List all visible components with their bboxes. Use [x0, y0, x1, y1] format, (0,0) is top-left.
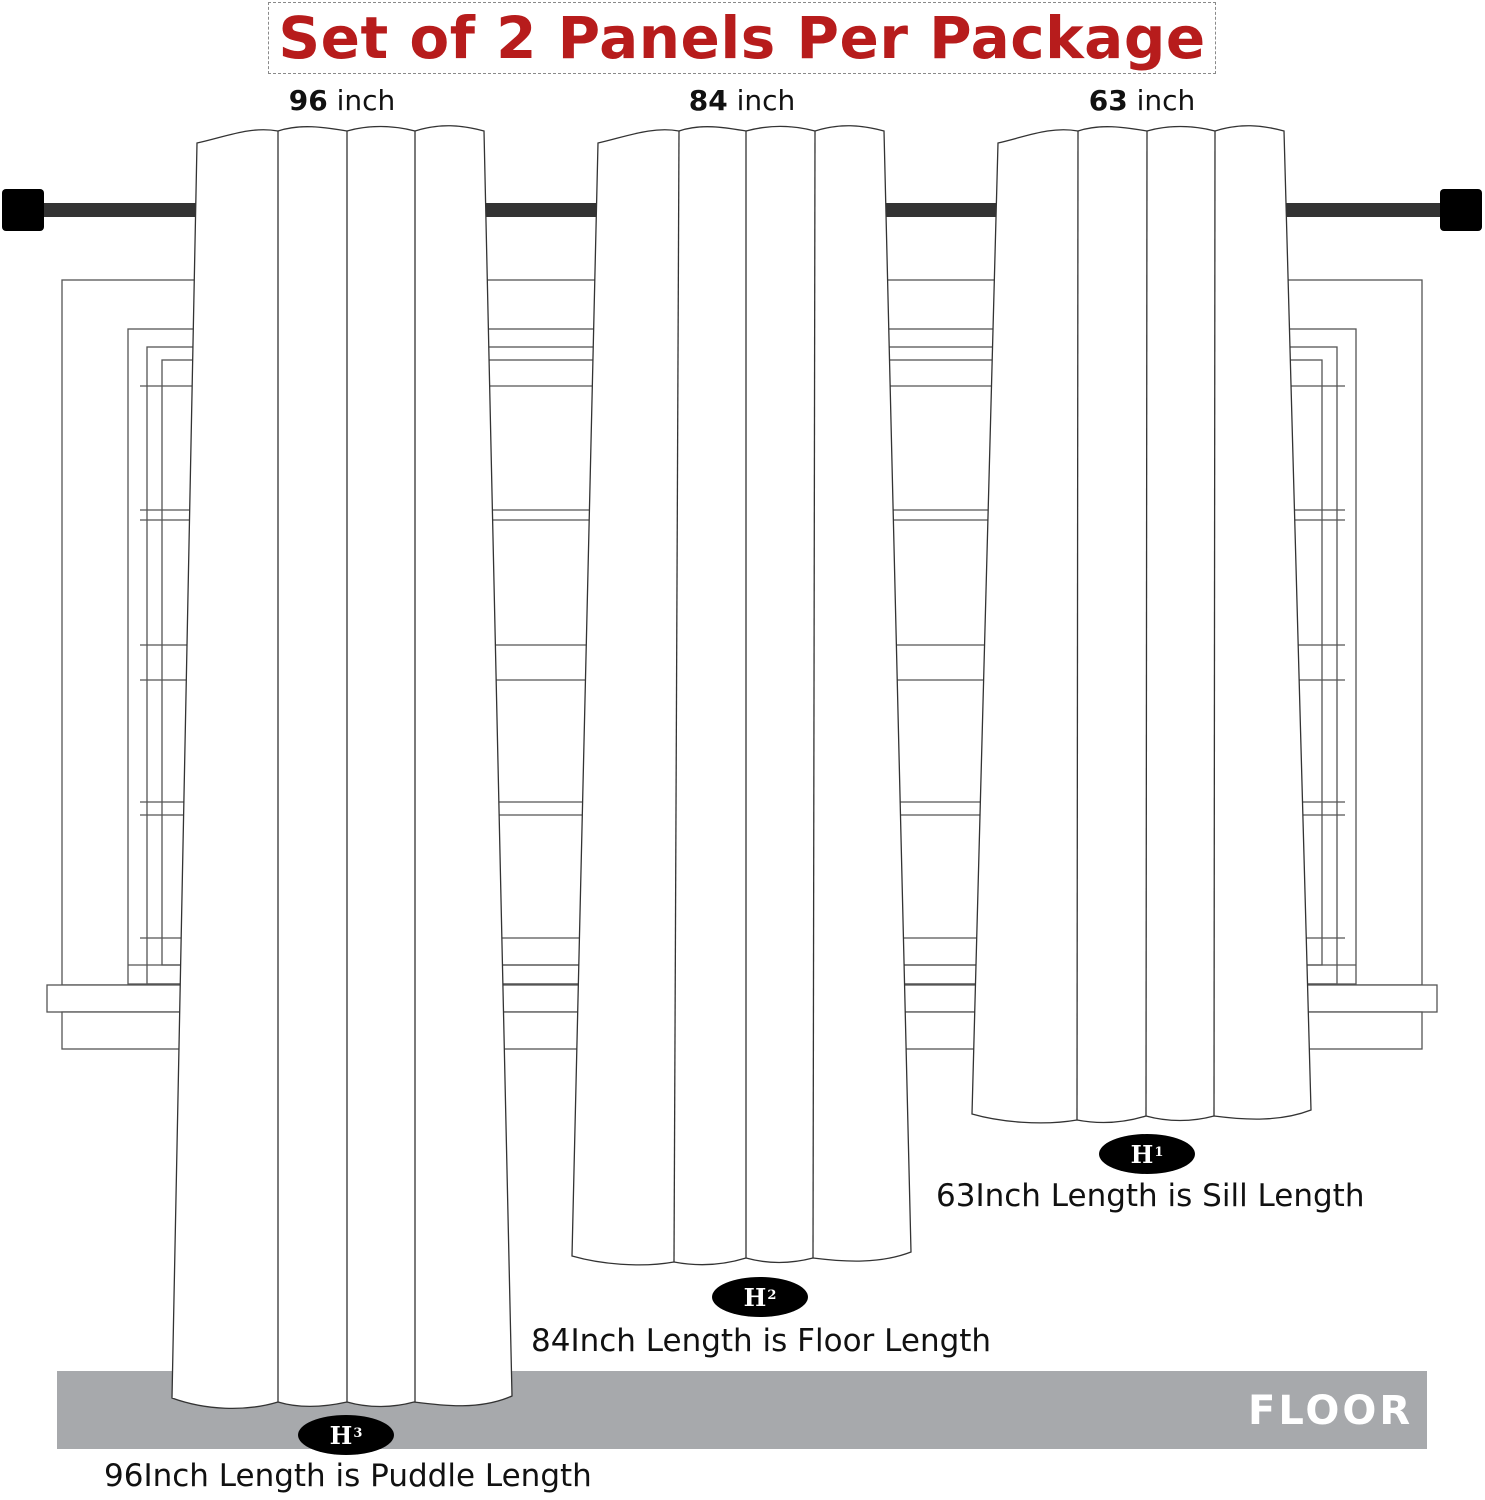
width-unit: inch	[1136, 84, 1196, 117]
badge-sup: 1	[1154, 1144, 1164, 1160]
width-unit: inch	[736, 84, 796, 117]
curtain-panel-96	[172, 126, 512, 1409]
badge-letter: H	[743, 1282, 767, 1312]
width-label-63	[1042, 84, 1242, 117]
curtain-panel-84	[572, 126, 911, 1265]
rod-finial-right	[1440, 189, 1482, 231]
width-unit: inch	[336, 84, 396, 117]
curtain-panel-63	[972, 126, 1311, 1123]
badge-letter: H	[329, 1420, 353, 1450]
width-value: 63	[1088, 84, 1128, 117]
width-value: 96	[288, 84, 328, 117]
height-badge-h1	[1099, 1134, 1195, 1174]
title-box	[268, 2, 1216, 74]
floor-label: FLOOR	[1248, 1388, 1414, 1434]
height-badge-h2	[712, 1277, 808, 1317]
page-title: Set of 2 Panels Per Package	[278, 4, 1206, 72]
badge-sup: 3	[353, 1425, 363, 1441]
badge-sup: 2	[767, 1287, 777, 1303]
width-value: 84	[688, 84, 728, 117]
width-label-96	[242, 84, 442, 117]
caption-sill-length: 63Inch Length is Sill Length	[936, 1178, 1365, 1214]
badge-letter: H	[1130, 1139, 1154, 1169]
height-badge-h3	[298, 1415, 394, 1455]
rod-finial-left	[2, 189, 44, 231]
caption-puddle-length: 96Inch Length is Puddle Length	[104, 1458, 592, 1494]
width-label-84	[642, 84, 842, 117]
caption-floor-length: 84Inch Length is Floor Length	[531, 1323, 992, 1359]
